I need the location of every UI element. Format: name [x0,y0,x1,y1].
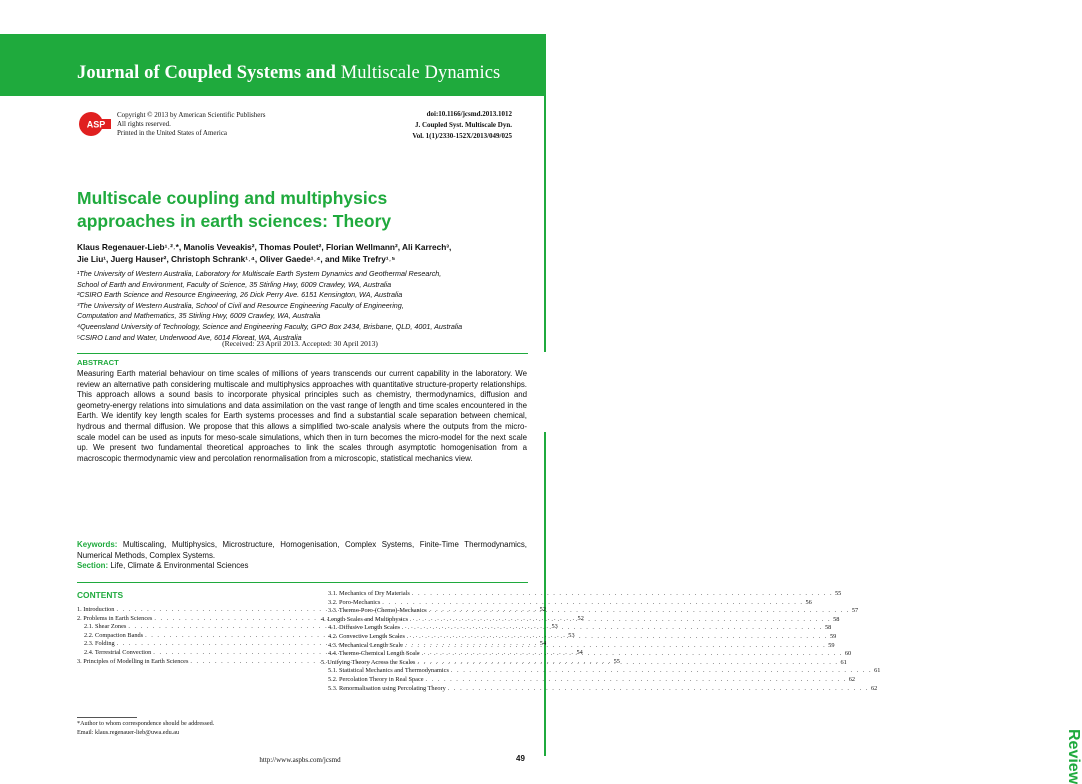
section-text: Life, Climate & Environmental Sciences [110,561,249,570]
abstract-top-rule [77,353,528,354]
keywords-label: Keywords: [77,540,118,549]
toc-entry-page: 57 [851,607,859,615]
toc-entry-label: 2.1. Shear Zones [84,623,127,631]
toc-leader-dots [407,633,828,642]
toc-entry-page: 53 [568,631,575,639]
authors-line: Jie Liu¹, Juerg Hauser², Christoph Schrank¹˒⁴, Oliver Gaede¹˒⁴, and Mike Trefry¹˒⁵ [77,254,396,264]
toc-leader-dots [412,590,833,599]
copyright-block [117,111,265,138]
footnote [77,719,214,737]
affiliations [77,269,532,343]
toc-entry-page: 61 [840,658,847,666]
affiliation: ¹The University of Western Australia, Laboratory for Multiscale Earth System Dynamics and Geothermal Research, [77,269,442,278]
copyright-line: Printed in the United States of America [117,129,228,137]
toc-leader-dots [402,624,823,633]
asp-logo-text: ASP [86,119,106,130]
toc-entry-page: 59 [829,632,837,640]
toc-entry-page: 62 [848,675,856,683]
toc-entry-label: 3.1. Mechanics of Dry Materials [328,590,410,597]
section-label: Section: [77,561,109,570]
keywords [77,540,527,561]
toc-entry-page: 54 [539,640,547,648]
toc-entry[interactable] [321,598,812,608]
toc-entry-page: 58 [824,624,832,632]
footnote-line: *Author to whom correspondence should be addressed. [77,720,215,727]
citation-volume: Vol. 1(1)/2330-152X/2013/049/025 [412,132,512,140]
journal-title-light: Multiscale Dynamics [340,63,501,83]
affiliation: ⁵CSIRO Land and Water, Underwood Ave, 6014 Floreat, WA, Australia [77,332,302,342]
toc-entry-label: 4.1. Diffusive Length Scales [328,624,400,632]
toc-entry-page: 58 [833,615,840,623]
toc-entry-page: 54 [576,648,583,656]
page-number: 49 [516,754,525,763]
toc-entry-page: 56 [805,598,812,606]
toc-leader-dots [451,667,872,676]
affiliation: ²CSIRO Earth Science and Resource Engineering, 26 Dick Perry Ave. 6151 Kensington, WA, Australia [77,290,403,300]
toc-entry-label: 1. Introduction [77,606,115,613]
article-title-line: approaches in earth sciences: Theory [77,211,392,231]
toc-entry-label: 4.3. Mechanical Length Scale [328,641,404,649]
asp-logo [77,111,111,137]
toc-entry-label: 4. Length Scales and Multiphysics [321,615,408,623]
toc-entry-page: 55 [835,590,842,597]
toc-entry-label: 5. Unifying Theory Across the Scales [321,658,416,666]
toc-entry-page: 61 [874,667,881,675]
abstract-text: Measuring Earth material behaviour on time scales of millions of years transcends our current capability in the laboratory. We review an alternative path considering multiscale and multiphysics approaches with quantitative structure-property relationships. This approach allows a sound basis to incorporate physical principles such as chemistry, thermodynamics, diffusion and geometry-energy relations into simulations and data assimilation on the vast range of length and time scales encountered in the Earth. We identify key length scales for Earth systems processes and find a substantial scale separation between chemical, hydrous and thermal diffusion. We propose that this allows a simplified two-scale analysis where the outputs from the micro-scale model can be used as inputs for meso-scale simulations, which then in turn becomes the micro-model for the next scale up. We present two fundamental theoretical approaches to link the scales through asymptotic homogenisation from a macroscopic thermodynamic view and percolation renormalisation from a microscopic, statistical mechanics view. [77,369,527,463]
contents-top-rule [77,582,528,583]
footnote-rule [77,717,137,718]
toc-leader-dots [410,616,831,625]
toc-entry-label: 3.3. Thermo-Poro-(Chemo)-Mechanics [328,607,427,615]
toc-entry-label: 3.2. Poro-Mechanics [328,598,381,606]
abstract-heading: ABSTRACT [77,358,119,367]
toc-leader-dots [448,685,869,694]
affiliation: ⁴Queensland University of Technology, Science and Engineering Faculty, GPO Box 2434, Brisbane, QLD, 4001, Australia [77,321,463,331]
toc-entry-page: 53 [551,623,558,631]
toc-entry-page: 52 [577,614,584,622]
toc-entry-page: 62 [870,684,878,692]
toc-leader-dots [429,607,850,616]
toc-leader-dots [417,659,838,668]
toc-entry[interactable] [321,667,881,676]
toc-entry-label: 4.4. Thermo-Chemical Length Scale [328,650,420,658]
article-title [77,187,517,233]
authors-line: Klaus Regenauer-Lieb¹˒²˒*, Manolis Veveakis², Thomas Poulet², Florian Wellmann², Ali Karrech³, [77,242,452,252]
toc-leader-dots [426,676,847,685]
toc-entry-label: 5.3. Renormalisation using Percolating Theory [328,684,446,692]
footer-url[interactable]: http://www.aspbs.com/jcsmd [259,756,341,764]
toc-leader-dots [405,642,826,651]
journal-title [77,63,500,84]
toc-entry[interactable] [321,675,856,685]
journal-title-bold: Journal of Coupled Systems and [77,63,336,83]
copyright-line: All rights reserved. [117,120,171,128]
toc-entry[interactable] [321,684,878,694]
toc-entry-page: 59 [828,641,835,649]
authors [77,241,527,265]
citation-journal: J. Coupled Syst. Multiscale Dyn. [414,121,512,129]
affiliation: Computation and Mathematics, 35 Stirling Hwy, 6009 Crawley, WA, Australia [77,311,321,321]
toc-leader-dots [382,599,803,608]
received-dates: (Received: 23 April 2013. Accepted: 30 April 2013) [222,339,378,348]
toc-entry-label: 2. Problems in Earth Sciences [77,614,153,622]
article-title-line: Multiscale coupling and multiphysics [77,188,388,208]
affiliation: ³The University of Western Australia, School of Civil and Resource Engineering Faculty of Engineering, [77,300,404,310]
doi[interactable]: doi:10.1166/jcsmd.2013.1012 [426,110,512,118]
toc-entry-label: 2.2. Compaction Bands [84,631,144,639]
toc-entry-page: 55 [613,657,620,665]
toc-entry-label: 3. Principles of Modelling in Earth Sciences [77,657,189,665]
copyright-line: Copyright © 2013 by American Scientific Publishers [117,111,266,119]
toc-entry-label: 5.2. Percolation Theory in Real Space [328,675,424,683]
section [77,561,249,570]
toc-leader-dots [422,650,843,659]
review-label: Review [1065,729,1082,784]
contents-heading: CONTENTS [77,590,124,600]
affiliation: School of Earth and Environment, Faculty of Science, 35 Stirling Hwy, 6009 Crawley, WA, Australia [77,279,392,289]
citation-block [412,109,512,142]
toc-entry-label: 2.3. Folding [84,640,115,648]
toc-entry-label: 2.4. Terrestrial Convection [84,648,152,656]
keywords-text: Multiscaling, Multiphysics, Microstructure, Homogenisation, Complex Systems, Finite-Time Thermodynamics, Numerical Methods, Complex Systems. [77,540,527,560]
toc-entry-label: 5.1. Statistical Mechanics and Thermodynamics [328,667,449,675]
toc-entry[interactable] [321,590,842,599]
footnote-email[interactable]: Email: klaus.regenauer-lieb@uwa.edu.au [77,729,180,736]
toc-entry-label: 4.2. Convective Length Scales [328,632,405,640]
toc-entry-page: 60 [844,650,852,658]
toc-entry-page: 52 [539,606,546,613]
